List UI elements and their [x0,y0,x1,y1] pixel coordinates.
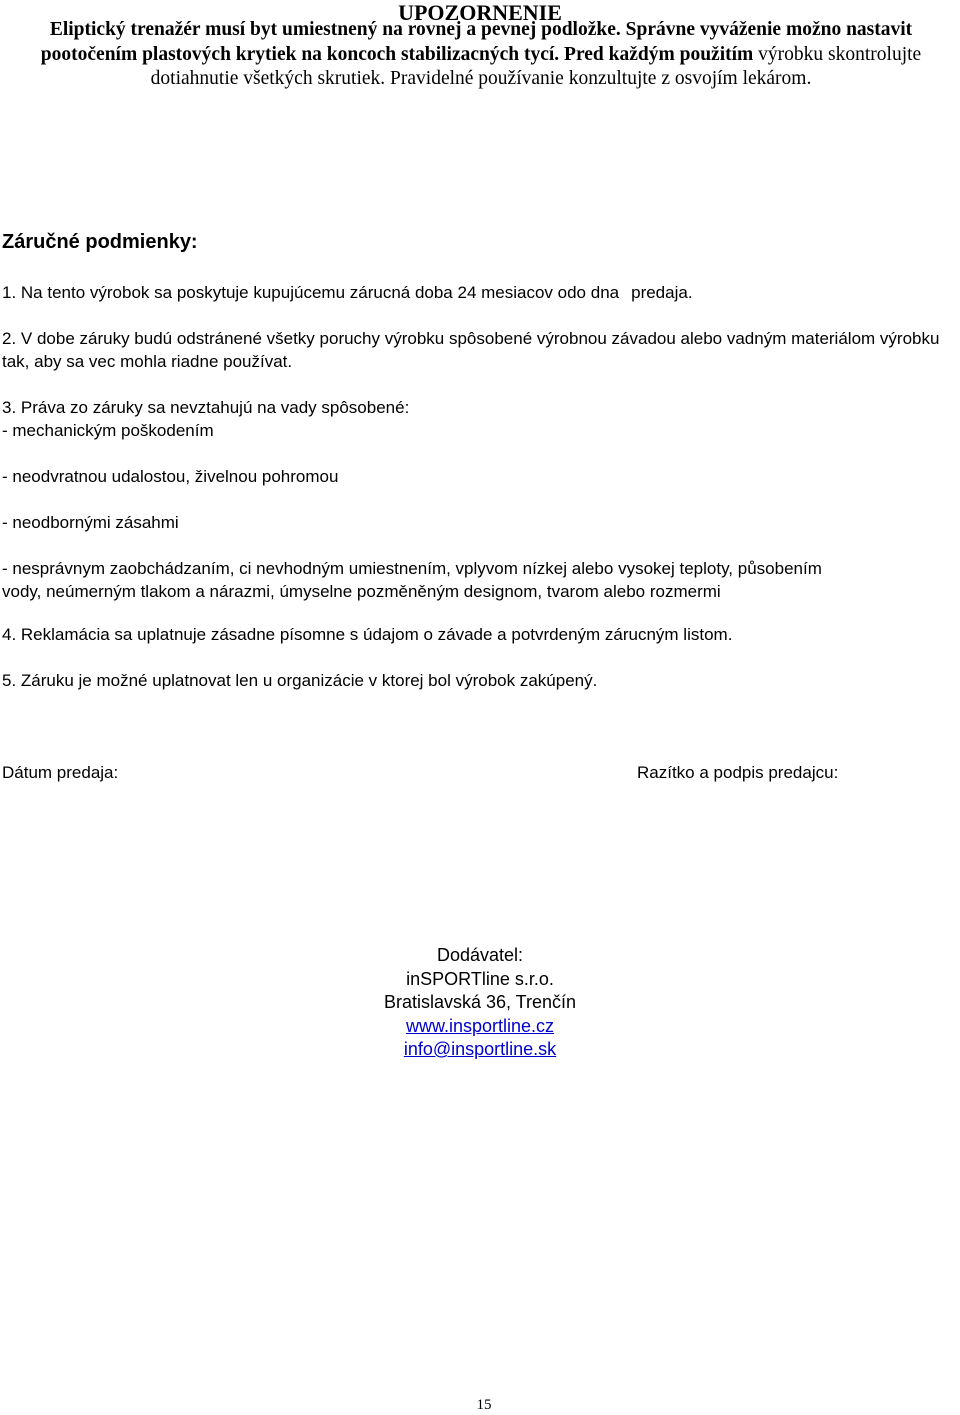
list-item: - neodbornými zásahmi [2,513,179,532]
warranty-item-3-intro: 3. Práva zo záruky sa nevztahujú na vady spôsobené: [2,398,410,417]
warranty-item-4: 4. Reklamácia sa uplatnuje zásadne písomne s údajom o závade a potvrdeným zárucným listom. [2,625,733,644]
warranty-item-1-text: 1. Na tento výrobok sa poskytuje kupujúcemu zárucná doba 24 mesiacov odo dna [2,283,620,302]
supplier-company: inSPORTline s.r.o. [406,968,554,989]
warranty-item-3 [2,396,960,603]
list-item: - mechanickým poškodením [2,421,214,440]
seller-stamp-label: Razítko a podpis predajcu: [637,763,839,782]
supplier-label: Dodávatel: [436,945,524,965]
email-link[interactable]: info@insportline.sk [403,1039,557,1059]
warning-text-normal: výrobku skontrolujte dotiahnutie všetkých skrutiek. Pravidelné používanie konzultujte z osvojím lekárom. [150,43,922,89]
warranty-item-1-tail: predaja. [631,283,693,302]
supplier-address: Bratislavská 36, Trenčín [383,992,577,1012]
warning-title: UPOZORNENIE [398,0,562,25]
warranty-item-5: 5. Záruku je možné uplatnovat len u organizácie v ktorej bol výrobok zakúpený. [2,671,598,690]
warranty-item-1 [2,281,960,304]
page-number: 15 [476,1397,492,1413]
website-link[interactable]: www.insportline.cz [405,1015,555,1036]
supplier-block [0,944,960,1062]
warning-text [6,18,956,92]
warning-text-bold: Eliptický trenažér musí byt umiestnený na rovnej a pevnej podložke. Správne vyváženie možno nastavit pootočením plastových krytiek na koncoch stabilizacných tycí. Pred každým použitím [40,19,913,65]
list-item: vody, neúmerným tlakom a nárazmi, úmyselne pozměněným designom, tvarom alebo rozmermi [2,582,721,601]
warranty-heading: Záručné podmienky: [2,231,198,253]
list-item: - nesprávnym zaobchádzaním, ci nevhodným umiestnením, vplyvom nízkej alebo vysokej teploty, působením [2,559,822,578]
list-item: - neodvratnou udalostou, živelnou pohromou [2,467,339,486]
warranty-item-2: 2. V dobe záruky budú odstránené všetky poruchy výrobku spôsobené výrobnou závadou alebo vadným materiálom výrobku tak, aby sa vec mohla riadne používat. [2,329,940,371]
sale-date-label: Dátum predaja: [2,763,119,782]
